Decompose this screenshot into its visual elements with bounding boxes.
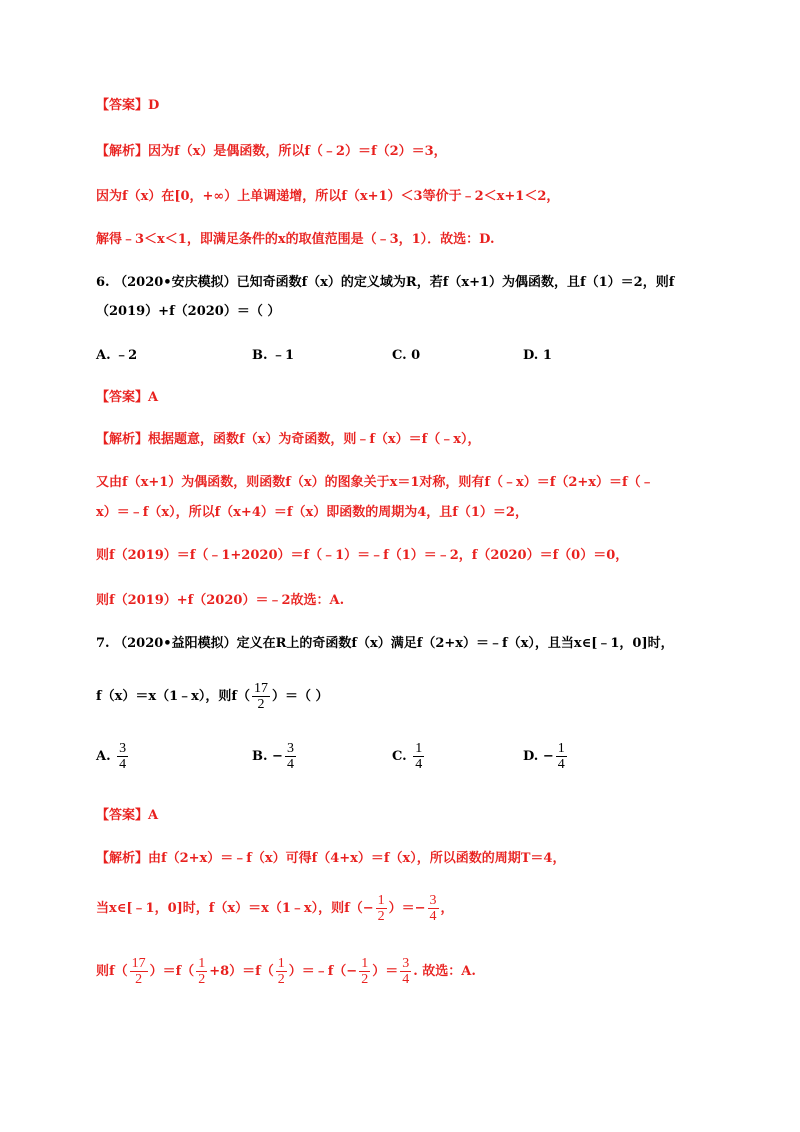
analysis-line-1-3: 解得﹣3＜x＜1，即满足条件的x的取值范围是（﹣3，1）．故选：D. [96,232,495,247]
analysis-line-6-3: x）＝﹣f（x），所以f（x+4）＝f（x）即函数的周期为4，且f（1）＝2， [96,505,528,520]
analysis-line-7-2 [96,892,454,926]
fraction-denominator: 2 [257,697,265,712]
option-label: C. [392,749,407,764]
question-6-option-d: D. 1 [523,348,552,363]
question-7-option-b [252,740,298,774]
question-7-stem-2 [96,680,329,714]
analysis-line-1-1: 【解析】因为f（x）是偶函数，所以f（﹣2）＝f（2）＝3， [96,144,447,159]
option-fraction [413,741,424,772]
analysis-line-7-3 [96,955,476,989]
option-sign: − [272,749,283,764]
fraction-denominator: 2 [277,972,285,987]
fraction-3-4 [428,893,439,924]
question-6-option-b: B. ﹣1 [252,348,295,363]
analysis-line-6-4: 则f（2019）＝f（﹣1+2020）＝f（﹣1）＝﹣f（1）＝﹣2，f（2020）＝f（0）＝0， [96,548,629,563]
fraction-numerator: 1 [277,956,285,971]
fraction-denominator: 4 [429,909,437,924]
question-7-stem-2-pre: f（x）＝x（1﹣x），则f（ [96,689,250,704]
fraction-3-4 [400,956,411,987]
fraction-1-2 [376,893,387,924]
question-6-option-c: C. 0 [392,348,421,363]
fraction-denominator: 2 [135,972,143,987]
analysis-7-3-b: ）＝f（ [149,964,195,979]
option-fraction [285,741,296,772]
fraction-denominator: 4 [286,757,294,772]
analysis-7-3-d: ）＝﹣f（− [288,964,358,979]
fraction-denominator: 2 [377,909,385,924]
option-label: B. [252,749,268,764]
fraction-denominator: 4 [402,972,410,987]
fraction-17-2 [252,681,270,712]
answer-label-6: 【答案】A [96,390,159,405]
fraction-numerator: 1 [415,741,423,756]
question-7-option-a [96,740,130,774]
option-fraction [117,741,128,772]
fraction-numerator: 1 [557,741,565,756]
fraction-1-2 [359,956,370,987]
fraction-numerator: 17 [131,956,146,971]
analysis-7-3-a: 则f（ [96,964,128,979]
fraction-numerator: 1 [377,893,385,908]
analysis-7-2-pre: 当x∈[﹣1，0]时，f（x）＝x（1﹣x），则f（− [96,901,374,916]
analysis-7-2-post: ， [440,901,454,916]
question-7-stem-1: 7. （2020•益阳模拟）定义在R上的奇函数f（x）满足f（2+x）＝﹣f（x），且当x∈[﹣1，0]时， [96,636,674,651]
fraction-1-2 [276,956,287,987]
analysis-line-6-5: 则f（2019）+f（2020）＝﹣2故选：A. [96,593,345,608]
analysis-7-3-f: . 故选：A. [413,964,476,979]
answer-label-7: 【答案】A [96,808,159,823]
fraction-denominator: 4 [415,757,423,772]
fraction-denominator: 2 [361,972,369,987]
analysis-line-6-1: 【解析】根据题意，函数f（x）为奇函数，则﹣f（x）＝f（﹣x）， [96,432,481,447]
option-label: A. [96,749,111,764]
analysis-line-6-2: 又由f（x+1）为偶函数，则函数f（x）的图象关于x＝1对称，则有f（﹣x）＝f（2+x）＝f（﹣ [96,475,654,490]
analysis-7-2-mid: ）＝− [388,901,426,916]
fraction-numerator: 17 [253,681,268,696]
question-7-stem-2-post: ）＝（ ） [271,689,329,704]
fraction-denominator: 4 [119,757,127,772]
option-fraction [556,741,567,772]
answer-label-1: 【答案】D [96,98,160,113]
fraction-17-2 [130,956,148,987]
fraction-numerator: 3 [119,741,127,756]
fraction-numerator: 3 [402,956,410,971]
option-label: D. [523,749,539,764]
question-7-option-c [392,740,426,774]
analysis-line-7-1: 【解析】由f（2+x）＝﹣f（x）可得f（4+x）＝f（x），所以函数的周期T＝4， [96,851,566,866]
question-6-stem-2: （2019）+f（2020）＝（ ） [96,304,281,319]
analysis-7-3-c: +8）＝f（ [209,964,274,979]
fraction-1-2 [196,956,207,987]
question-6-option-a: A. ﹣2 [96,348,138,363]
fraction-numerator: 1 [198,956,206,971]
fraction-numerator: 1 [361,956,369,971]
fraction-numerator: 3 [429,893,437,908]
question-6-stem-1: 6. （2020•安庆模拟）已知奇函数f（x）的定义域为R，若f（x+1）为偶函数，且f（1）＝2，则f [96,275,675,290]
fraction-denominator: 4 [557,757,565,772]
analysis-7-3-e: ）＝ [372,964,399,979]
analysis-line-1-2: 因为f（x）在[0，+∞）上单调递增，所以f（x+1）＜3等价于﹣2＜x+1＜2， [96,189,560,204]
question-7-option-d [523,740,569,774]
option-sign: − [542,749,554,764]
fraction-numerator: 3 [286,741,294,756]
fraction-denominator: 2 [198,972,206,987]
